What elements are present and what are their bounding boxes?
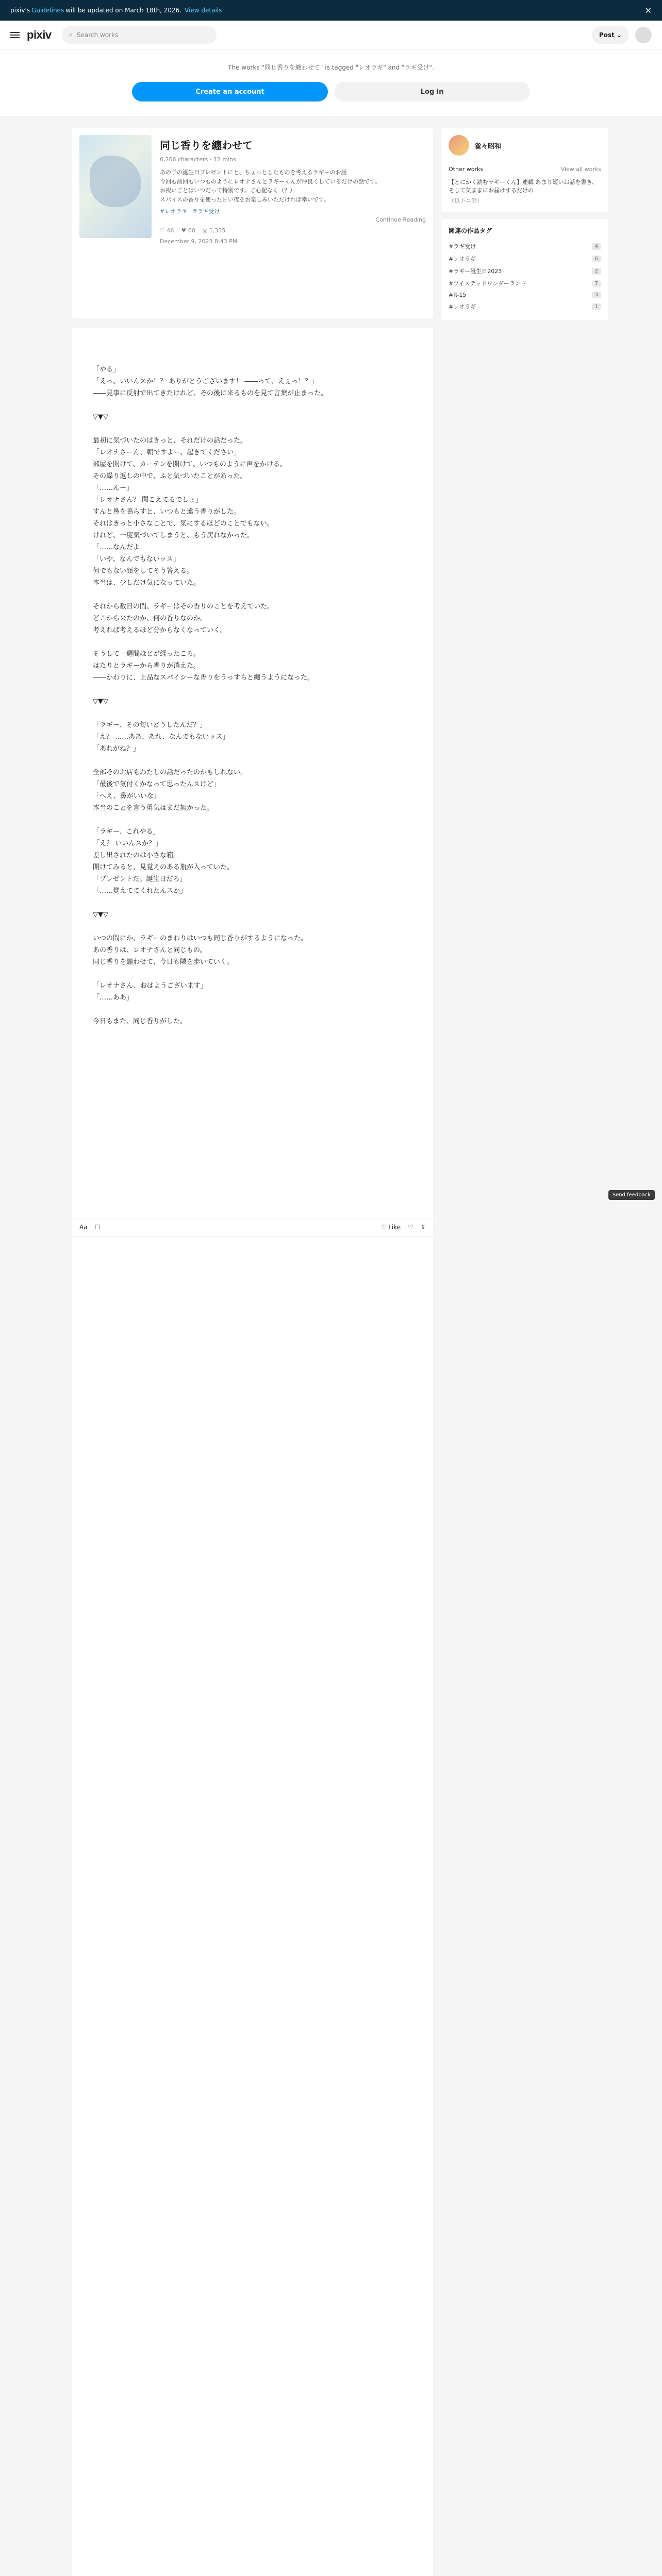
share-icon[interactable]: ⇪ [420, 1224, 426, 1231]
list-item-count: 2 [592, 268, 601, 275]
author-name[interactable]: 雀々昭和 [474, 142, 502, 150]
continue-reading-link[interactable]: Continue Reading [375, 216, 426, 224]
related-tags-title: 関連の作品タグ [449, 227, 492, 234]
heart-icon[interactable]: ♡ [408, 1224, 413, 1231]
banner-text: pixiv's [10, 7, 30, 14]
search-icon: ⌕ [69, 31, 73, 39]
work-title: 同じ香りを纏わせて [160, 139, 253, 151]
list-item[interactable] [449, 265, 601, 277]
list-item[interactable] [449, 300, 601, 313]
work-caption: あの子の誕生日プレゼントにと、ちょっとしたものを考えるラギーのお話 今回も前回もいつものようにレオナさんとラギーくんが仲良くしているだけの話です。 お祝いごとはいつだって特別です。ご心配なく（？） スパイスの香りを使った甘い夜をお楽しみいただければ幸いです。 [160, 169, 381, 203]
post-date: December 9, 2023 8:43 PM [160, 238, 238, 245]
list-item[interactable] [449, 240, 601, 252]
other-works-label: Other works [449, 166, 484, 173]
search-placeholder: Search works [76, 31, 119, 39]
novel-body [72, 328, 433, 2576]
feedback-button[interactable]: Send feedback [608, 1190, 655, 1200]
signup-text: The works "同じ香りを纏わせて" is tagged "レオラギ" and "ラギ受け". [228, 64, 434, 71]
announcement-banner [0, 0, 662, 21]
list-item-count: 1 [592, 303, 601, 310]
menu-icon[interactable] [10, 30, 20, 40]
list-item-label: #レオラギ [449, 256, 476, 262]
sidebar [441, 128, 608, 2576]
bookmarks-count: ♥ 60 [181, 227, 195, 234]
likes-count: ♡ 46 [160, 227, 174, 234]
view-details-link[interactable]: View details [185, 7, 222, 14]
pixiv-logo[interactable]: pixiv [27, 28, 52, 41]
signup-section [0, 49, 662, 116]
post-button[interactable]: Post ⌄ [592, 26, 629, 44]
series-item[interactable]: 【とにかく読むラギーくん】連載 あまり短いお話を書き、そして気ままにお届けするだけの [449, 179, 598, 194]
list-item-label: #R-15 [449, 292, 467, 298]
list-item-count: 6 [592, 256, 601, 262]
novel-text: 「やる」 「えっ、いいんスか！？ ありがとうございます！ ――って、えぇっ！？」 ――見事に反射で出てきたけれど、その後に来るものを見て言葉が止まった。 ▽▼▽ 最初に気づいたのはきっと、それだけの話だった。 「レオナさーん、朝ですよー、起きてください」 部屋を開けて、カーテンを開けて、いつものように声をかける。 その繰り返しの中で、ふと気づいたことがあった。 「……んー」 「レオナさん？ 聞こえてるでしょ」 すんと鼻を鳴らすと、いつもと違う香りがした。 それはきっと小さなことで、気にするほどのことでもない。 けれど、一度気づいてしまうと、もう戻れなかった。 「……なんだよ」 「いや、なんでもないッス」 何でもない顔をしてそう答える。 本当は、少しだけ気になっていた。 それから数日の間、ラギーはその香りのことを考えていた。 どこから来たのか、何の香りなのか。 考えれば考えるほど分からなくなっていく。 そうして一週間ほどが経ったころ。 はたりとラギーから香りが消えた。 ――かわりに、上品なスパイシーな香りをうっすらと纏うようになった。 ▽▼▽ 「ラギー、その匂いどうしたんだ？」 「え？ ……ああ、あれ、なんでもないッス」 「あれがね？」 全部そのお店もわたしの話だったのかもしれない。 「最後で気付くかなって思ったんスけど」 「へえ、鼻がいいな」 本当のことを言う勇気はまだ無かった。 「ラギー、これやる」 「え？ いいんスか？」 差し出されたのは小さな箱。 開けてみると、見覚えのある瓶が入っていた。 「プレゼントだ。誕生日だろ」 「……覚えててくれたんスか」 ▽▼▽ いつの間にか、ラギーのまわりはいつも同じ香りがするようになった。 あの香りは、レオナさんと同じもの。 同じ香りを纏わせて、今日も隣を歩いていく。 「レオナさん、おはようございます」 「……ああ」 今日もまた、同じ香りがした。 [93, 366, 328, 1025]
tag-link[interactable]: #レオラギ [160, 208, 188, 215]
close-icon[interactable]: ✕ [644, 5, 652, 15]
list-item-count: 3 [592, 292, 601, 298]
list-item-count: 4 [592, 243, 601, 250]
list-item-label: #ラギ受け [449, 243, 476, 250]
work-card [72, 128, 433, 318]
main-column [72, 128, 433, 2576]
author-avatar[interactable] [449, 135, 469, 156]
series-sub: （以下ニ話） [449, 197, 483, 204]
reader-toolbar [72, 1218, 433, 1236]
avatar[interactable] [635, 27, 652, 43]
tag-link[interactable]: #ラギ受け [192, 208, 220, 215]
list-item-label: #ツイステッドワンダーランド [449, 280, 526, 287]
banner-text-after: will be updated on March 18th, 2026. [65, 7, 182, 14]
like-button[interactable]: ♡ Like [380, 1224, 401, 1231]
list-item-label: #ラギー誕生日2023 [449, 268, 502, 275]
view-all-link[interactable]: View all works [560, 166, 601, 173]
work-meta: 6,266 characters · 12 mins [160, 156, 236, 163]
search-input[interactable] [62, 26, 217, 44]
site-header [0, 21, 662, 49]
cover-image[interactable] [79, 135, 152, 238]
create-account-button[interactable]: Create an account [132, 82, 328, 101]
list-item[interactable] [449, 252, 601, 265]
login-button[interactable]: Log in [334, 82, 530, 101]
author-card [441, 128, 608, 212]
bookmark-icon[interactable]: ☐ [94, 1224, 101, 1231]
list-item[interactable] [449, 277, 601, 290]
text-settings-button[interactable]: Aa [79, 1224, 88, 1231]
list-item-count: 7 [592, 280, 601, 287]
views-count: ◎ 1,335 [202, 227, 226, 234]
list-item-label: #レオラギ [449, 303, 476, 310]
list-item[interactable] [449, 290, 601, 300]
related-tags-list [441, 219, 608, 320]
banner-guidelines-link[interactable]: Guidelines [31, 7, 64, 14]
